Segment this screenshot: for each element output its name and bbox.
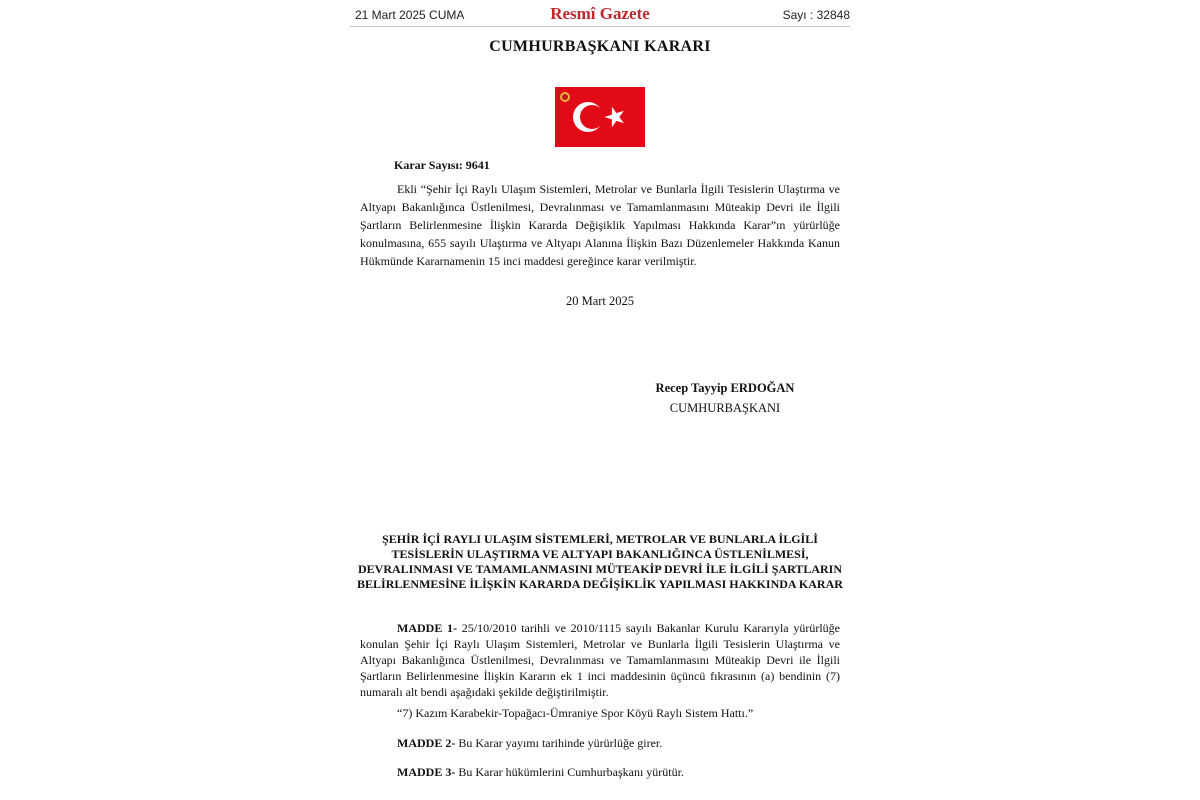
decision-intro-paragraph: Ekli “Şehir İçi Raylı Ulaşım Sistemleri, Metrolar ve Bunlarla İlgili Tesislerin Ulaştırma ve Altyapı Bakanlığınca Üstlenilmesi, Devralınması ve Tamamlanmasını Müteakip Devri ile İlgili Şartların Belirlenmesine İlişkin Kararda Değişiklik Yapılması Hakkında Karar”ın yürürlüğe konulmasına, 655 sayılı Ulaştırma ve Altyapı Alanına İlişkin Bazı Düzenlemeler Hakkında Kanun Hükmünde Kararnamenin 15 inci maddesi gereğince karar verilmiştir. bbox=[360, 182, 840, 268]
signer-name: Recep Tayyip ERDOĞAN bbox=[655, 381, 795, 395]
article-1 bbox=[360, 620, 840, 700]
article-3-text: Bu Karar hükümlerini Cumhurbaşkanı yürütür. bbox=[455, 765, 684, 779]
article-3-label: MADDE 3- bbox=[397, 765, 456, 779]
gazette-page bbox=[350, 0, 850, 800]
article-2 bbox=[397, 734, 837, 752]
signature-block bbox=[630, 378, 820, 418]
masthead bbox=[350, 4, 850, 27]
masthead-issue-number: Sayı : 32848 bbox=[782, 8, 850, 22]
masthead-title: Resmî Gazete bbox=[550, 4, 650, 23]
document-title: CUMHURBAŞKANI KARARI bbox=[489, 38, 711, 55]
turkish-flag-icon bbox=[555, 87, 645, 147]
article-2-label: MADDE 2- bbox=[397, 736, 456, 750]
annex-title: ŞEHİR İÇİ RAYLI ULAŞIM SİSTEMLERİ, METROLAR VE BUNLARLA İLGİLİ TESİSLERİN ULAŞTIRMA VE ALTYAPI BAKANLIĞINCA ÜSTLENİLMESİ, DEVRALINMASI VE TAMAMLANMASINI MÜTEAKİP DEVRİ İLE İLGİLİ ŞARTLARIN BELİRLENMESİNE İLİŞKİN KARARDA DEĞİŞİKLİK YAPILMASI HAKKINDA KARAR bbox=[357, 532, 843, 591]
decision-date: 20 Mart 2025 bbox=[565, 294, 635, 308]
article-1-label: MADDE 1- bbox=[397, 621, 458, 635]
decision-number: Karar Sayısı: 9641 bbox=[394, 158, 490, 172]
signer-title: CUMHURBAŞKANI bbox=[669, 401, 781, 415]
article-2-text: Bu Karar yayımı tarihinde yürürlüğe girer. bbox=[455, 736, 663, 750]
article-1-text: 25/10/2010 tarihli ve 2010/1115 sayılı Bakanlar Kurulu Kararıyla yürürlüğe konulan Şehir İçi Raylı Ulaşım Sistemleri, Metrolar ve Bunlarla İlgili Tesislerin Ulaştırma ve Altyapı Bakanlığınca Üstlenilmesi, Devralınması ve Tamamlanmasını Müteakip Devri ile İlgili Şartların Belirlenmesine İlişkin Kararın ek 1 inci maddesinin üçüncü fıkrasının (a) bendinin (7) numaralı alt bendi aşağıdaki şekilde değiştirilmiştir. bbox=[360, 621, 841, 699]
article-3 bbox=[397, 763, 837, 781]
masthead-date: 21 Mart 2025 CUMA bbox=[355, 8, 465, 22]
amended-item-quote: “7) Kazım Karabekir-Topağacı-Ümraniye Spor Köyü Raylı Sistem Hattı.” bbox=[397, 706, 754, 720]
